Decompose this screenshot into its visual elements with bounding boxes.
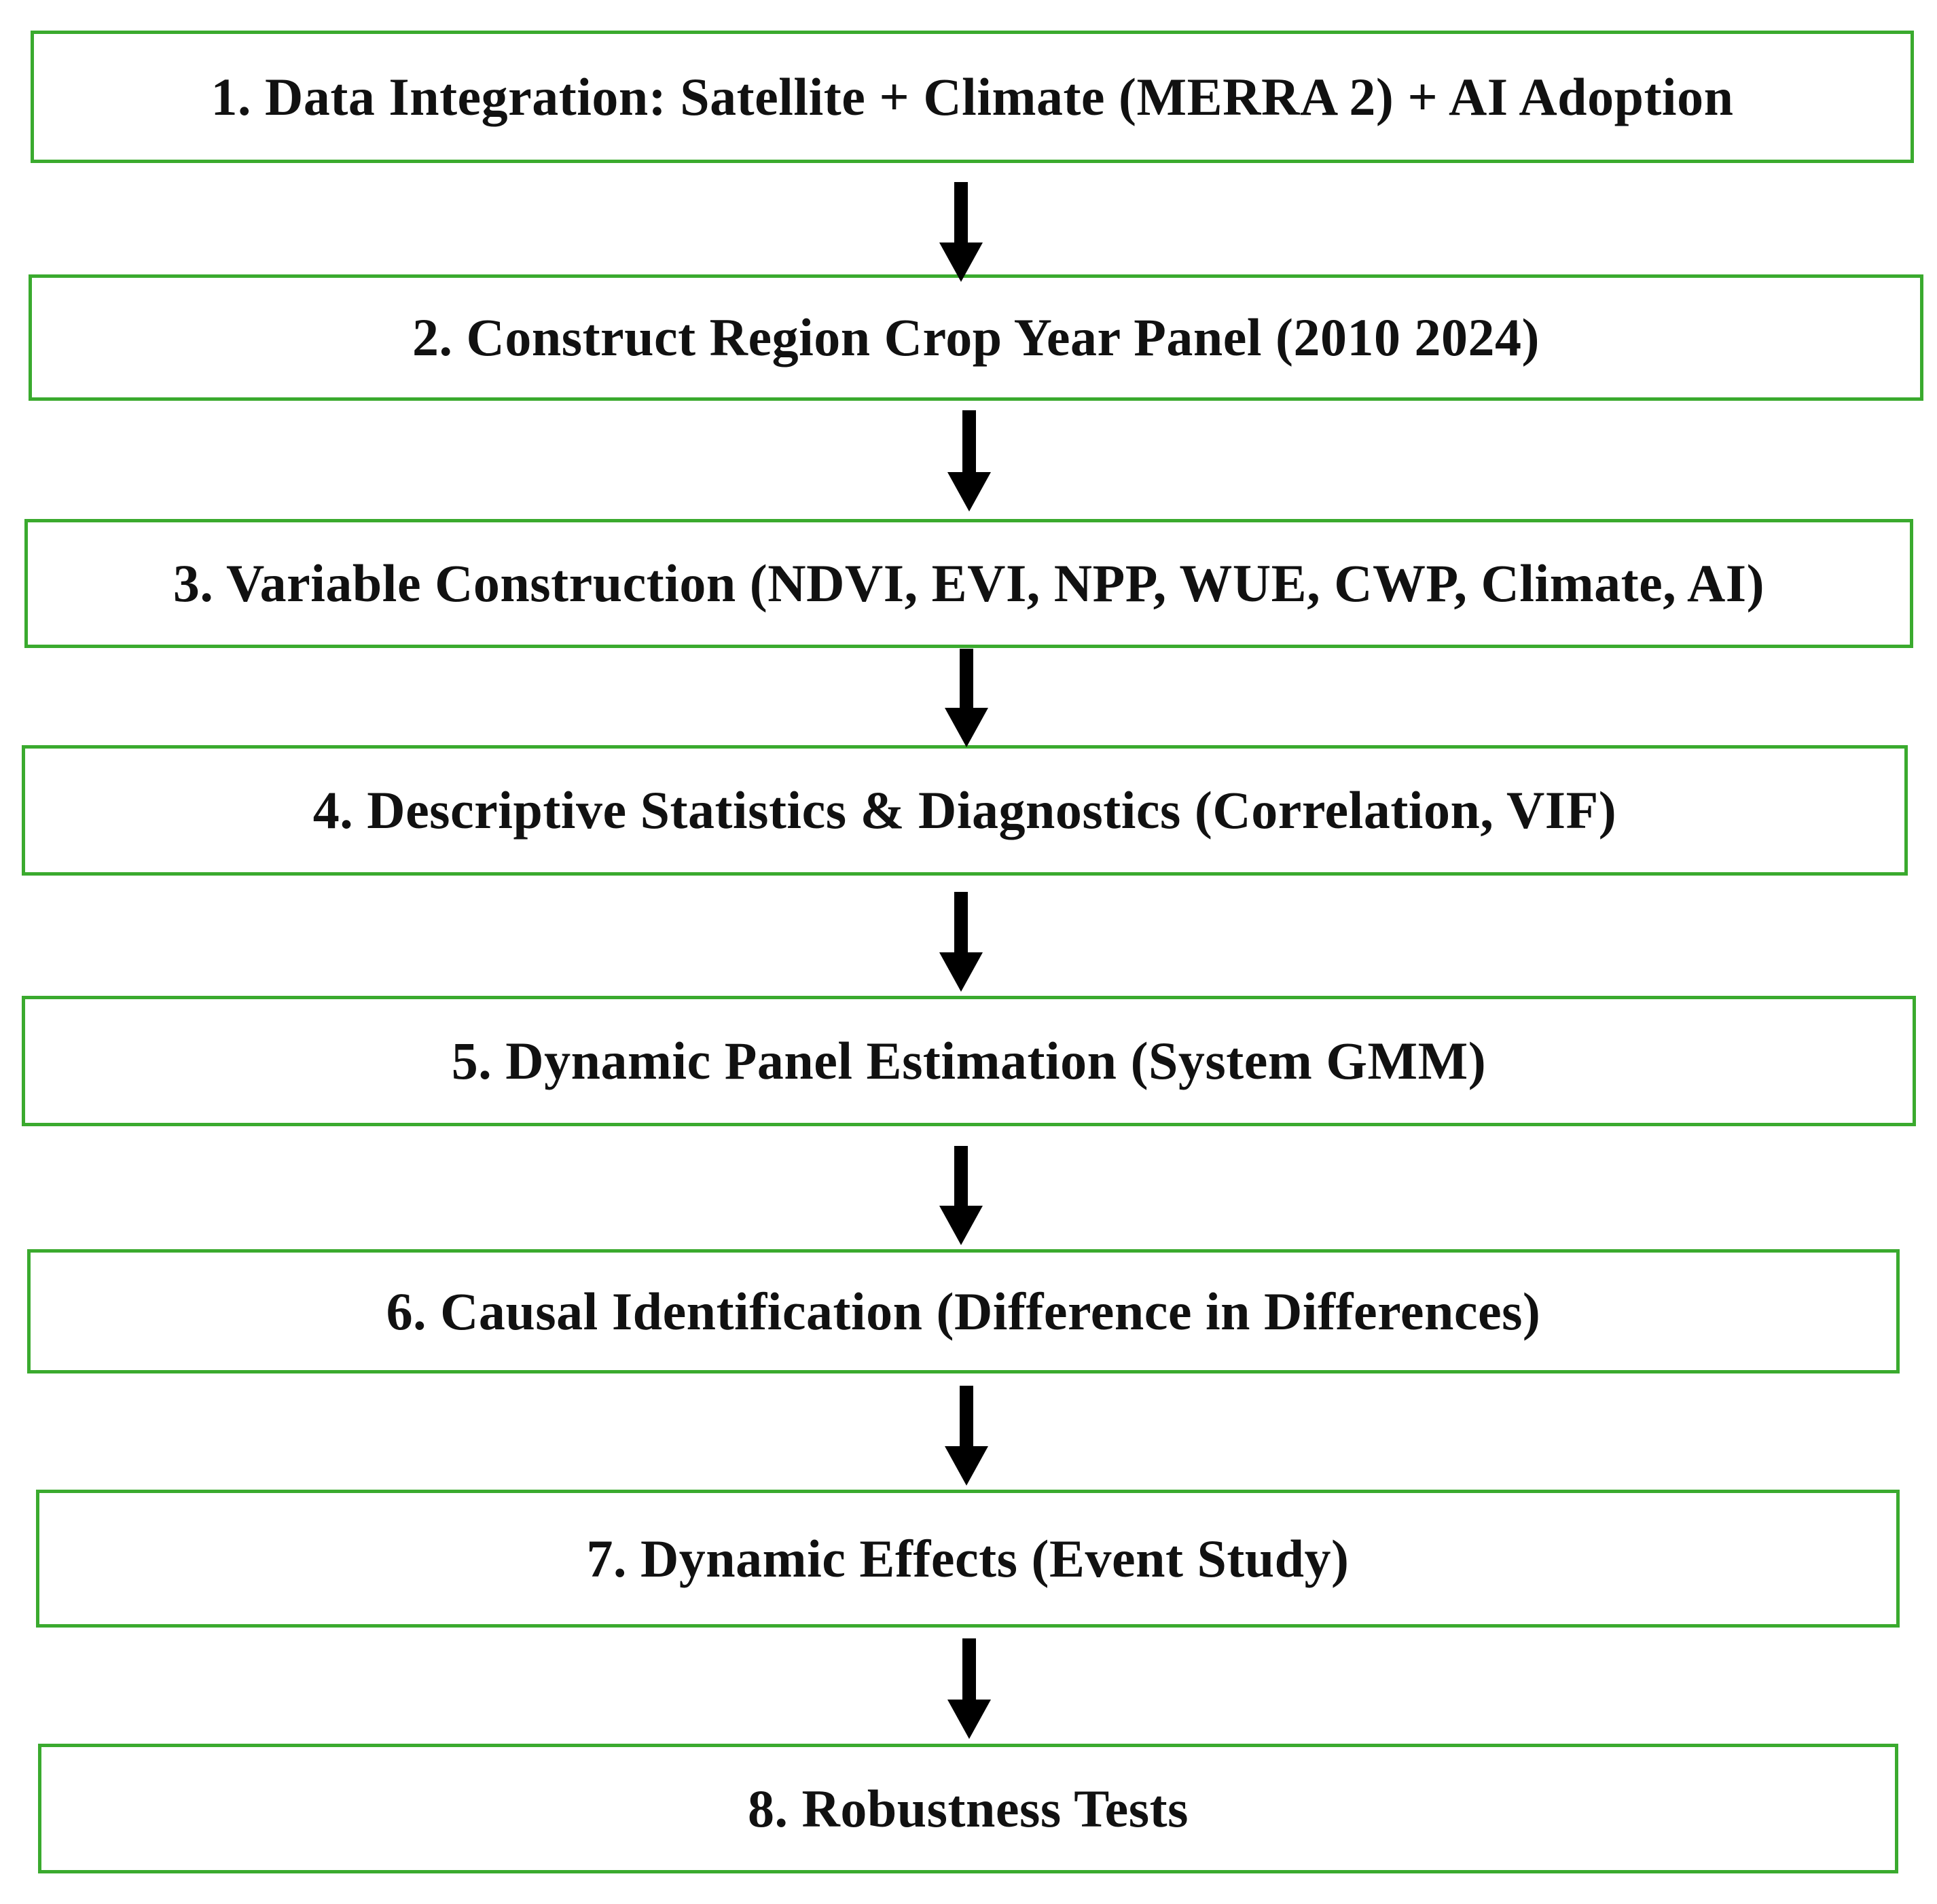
step-4-label: 4. Descriptive Statistics & Diagnostics (Correlation, VIF) — [312, 780, 1617, 840]
arrow-7-to-8 — [947, 1638, 991, 1739]
arrow-2-to-3 — [947, 410, 991, 511]
step-5-label: 5. Dynamic Panel Estimation (System GMM) — [451, 1031, 1487, 1090]
arrow-4-to-5 — [939, 892, 983, 992]
step-6-label: 6. Causal Identification (Difference in Differences) — [386, 1281, 1541, 1341]
step-1-label: 1. Data Integration: Satellite + Climate (MERRA 2) + AI Adoption — [211, 67, 1734, 126]
step-2-label: 2. Construct Region Crop Year Panel (2010 2024) — [412, 308, 1540, 367]
arrow-6-to-7 — [945, 1386, 988, 1486]
step-7-label: 7. Dynamic Effects (Event Study) — [586, 1528, 1350, 1588]
step-3-label: 3. Variable Construction (NDVI, EVI, NPP, WUE, CWP, Climate, AI) — [173, 554, 1765, 613]
arrow-1-to-2 — [939, 182, 983, 282]
arrow-5-to-6 — [939, 1146, 983, 1245]
arrow-3-to-4 — [945, 649, 988, 747]
step-8-label: 8. Robustness Tests — [748, 1778, 1189, 1838]
